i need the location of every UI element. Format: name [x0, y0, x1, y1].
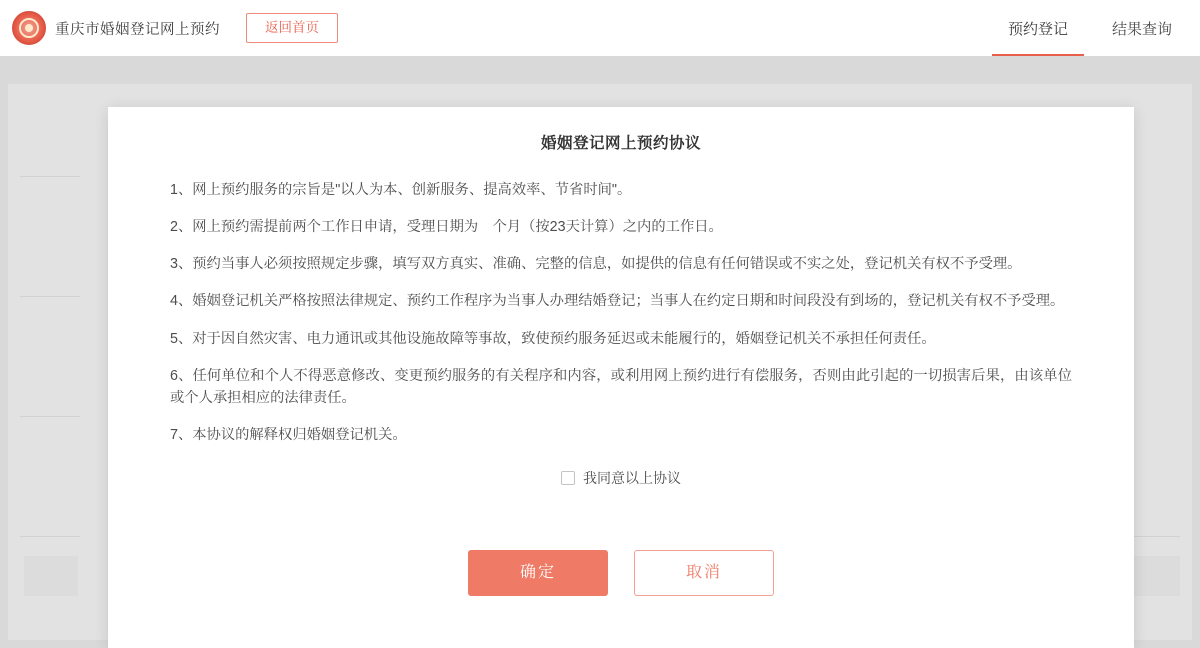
background-decoration — [20, 416, 80, 417]
return-home-button[interactable]: 返回首页 — [246, 13, 338, 43]
agree-checkbox-label[interactable]: 我同意以上协议 — [583, 470, 681, 487]
page-title: 重庆市婚姻登记网上预约 — [55, 21, 220, 38]
background-decoration — [20, 536, 80, 537]
nav-item-appointment[interactable]: 预约登记 — [986, 0, 1090, 56]
main-nav — [986, 0, 1200, 56]
agreement-term: 6、任何单位和个人不得恶意修改、变更预约服务的有关程序和内容，或利用网上预约进行有偿服务，否则由此引起的一切损害后果，由该单位或个人承担相应的法律责任。 — [170, 367, 1072, 406]
agreement-term: 5、对于因自然灾害、电力通讯或其他设施故障等事故，致使预约服务延迟或未能履行的，婚姻登记机关不承担任何责任。 — [170, 330, 936, 347]
background-decoration — [24, 556, 78, 596]
agreement-term: 4、婚姻登记机关严格按照法律规定、预约工作程序为当事人办理结婚登记；当事人在约定日期和时间段没有到场的，登记机关有权不予受理。 — [170, 293, 1065, 310]
agreement-dialog — [108, 107, 1134, 648]
brand — [8, 11, 220, 45]
dialog-title: 婚姻登记网上预约协议 — [540, 135, 701, 152]
cancel-button[interactable]: 取消 — [634, 550, 774, 596]
agreement-term: 7、本协议的解释权归婚姻登记机关。 — [170, 427, 407, 444]
agreement-consent-row — [170, 468, 1072, 488]
background-decoration — [20, 176, 80, 177]
nav-item-result-query[interactable]: 结果查询 — [1111, 20, 1172, 38]
agreement-term: 3、预约当事人必须按照规定步骤，填写双方真实、准确、完整的信息，如提供的信息有任何错误或不实之处，登记机关有权不予受理。 — [170, 256, 1022, 273]
agreement-term: 1、网上预约服务的宗旨是"以人为本、创新服务、提高效率、节省时间"。 — [170, 182, 632, 198]
dialog-actions — [170, 550, 1072, 596]
site-header — [0, 0, 1200, 56]
agreement-term: 2、网上预约需提前两个工作日申请，受理日期为 个月（按23天计算）之内的工作日。 — [170, 219, 723, 236]
agree-checkbox[interactable] — [561, 471, 575, 485]
agreement-terms-list — [170, 179, 1072, 446]
background-decoration — [1126, 556, 1180, 596]
confirm-button[interactable]: 确定 — [468, 550, 608, 596]
marriage-seal-logo-icon — [12, 11, 46, 45]
background-decoration — [20, 296, 80, 297]
